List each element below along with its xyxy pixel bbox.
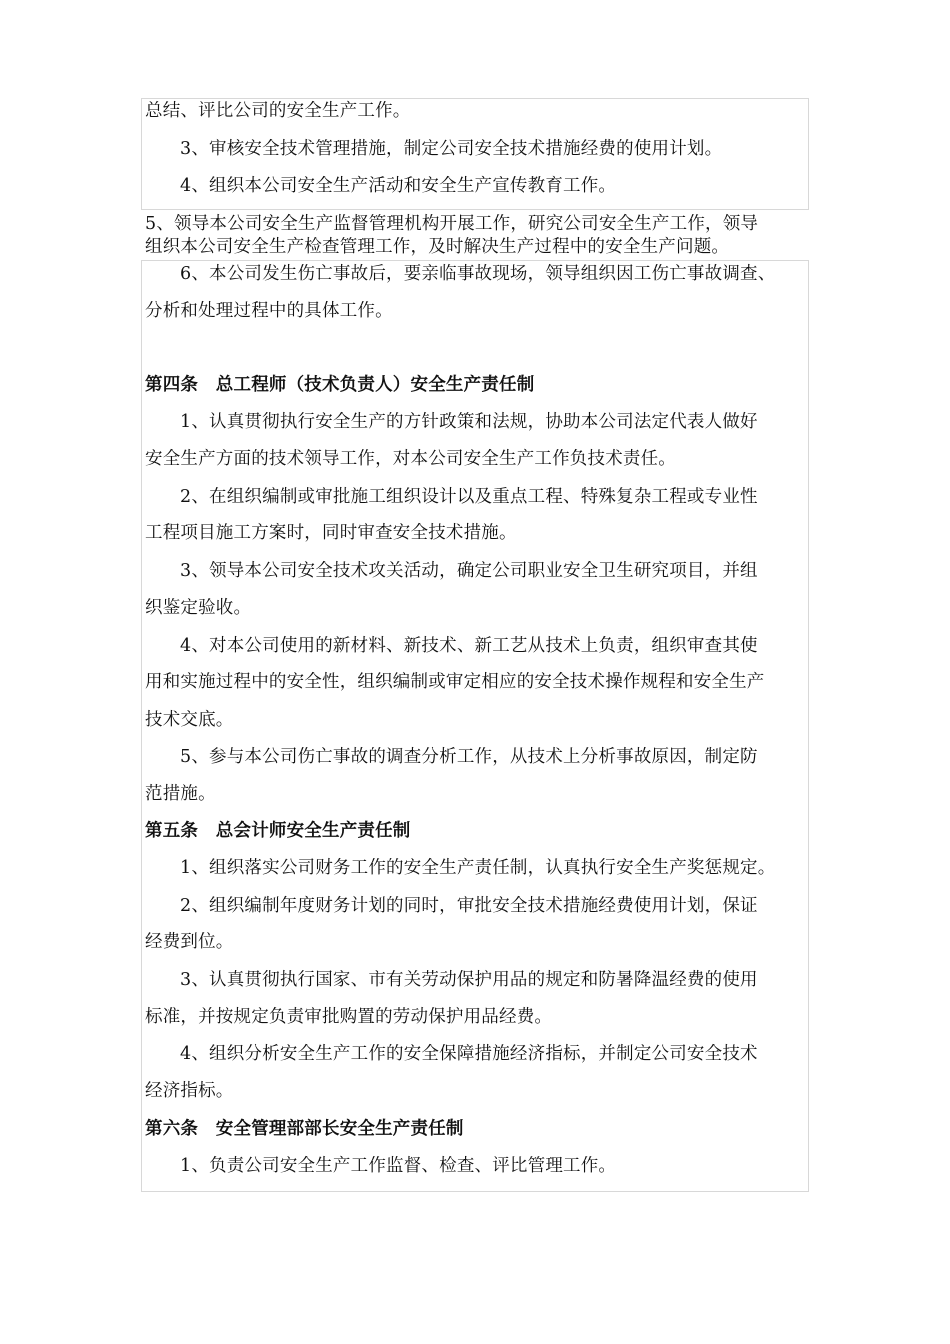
section-heading-article-5: 第五条 总会计师安全生产责任制 [145, 821, 411, 841]
paragraph-line: 经济指标。 [145, 1081, 234, 1101]
paragraph-line: 1、负责公司安全生产工作监督、检查、评比管理工作。 [180, 1156, 617, 1176]
paragraph-line: 技术交底。 [145, 710, 234, 730]
paragraph-line: 工程项目施工方案时，同时审查安全技术措施。 [145, 523, 517, 543]
section-heading-article-6: 第六条 安全管理部部长安全生产责任制 [145, 1119, 464, 1139]
paragraph-line: 2、在组织编制或审批施工组织设计以及重点工程、特殊复杂工程或专业性 [180, 487, 758, 507]
paragraph-line: 1、认真贯彻执行安全生产的方针政策和法规，协助本公司法定代表人做好 [180, 412, 758, 432]
paragraph-line: 6、本公司发生伤亡事故后，要亲临事故现场，领导组织因工伤亡事故调查、 [180, 264, 776, 284]
paragraph-line: 安全生产方面的技术领导工作，对本公司安全生产工作负技术责任。 [145, 449, 676, 469]
paragraph-line: 4、组织本公司安全生产活动和安全生产宣传教育工作。 [180, 176, 617, 196]
paragraph-line: 3、领导本公司安全技术攻关活动，确定公司职业安全卫生研究项目，并组 [180, 561, 758, 581]
paragraph-line: 织鉴定验收。 [145, 598, 252, 618]
paragraph-line: 3、认真贯彻执行国家、市有关劳动保护用品的规定和防暑降温经费的使用 [180, 970, 758, 990]
paragraph-line: 5、参与本公司伤亡事故的调查分析工作，从技术上分析事故原因，制定防 [180, 747, 758, 767]
section-heading-article-4: 第四条 总工程师（技术负责人）安全生产责任制 [145, 375, 535, 395]
paragraph-line: 3、审核安全技术管理措施，制定公司安全技术措施经费的使用计划。 [180, 139, 723, 159]
paragraph-line: 用和实施过程中的安全性，组织编制或审定相应的安全技术操作规程和安全生产 [145, 672, 765, 692]
paragraph-line: 经费到位。 [145, 932, 234, 952]
paragraph-line: 总结、评比公司的安全生产工作。 [145, 101, 411, 121]
paragraph-line: 标准，并按规定负责审批购置的劳动保护用品经费。 [145, 1007, 553, 1027]
paragraph-line: 2、组织编制年度财务计划的同时，审批安全技术措施经费使用计划，保证 [180, 896, 758, 916]
paragraph-line: 1、组织落实公司财务工作的安全生产责任制，认真执行安全生产奖惩规定。 [180, 858, 776, 878]
paragraph-line: 范措施。 [145, 784, 216, 804]
paragraph-line: 4、对本公司使用的新材料、新技术、新工艺从技术上负责，组织审查其使 [180, 636, 758, 656]
paragraph-line: 组织本公司安全生产检查管理工作，及时解决生产过程中的安全生产问题。 [145, 237, 730, 257]
paragraph-line: 分析和处理过程中的具体工作。 [145, 301, 393, 321]
paragraph-line: 5、领导本公司安全生产监督管理机构开展工作，研究公司安全生产工作，领导 [145, 214, 759, 234]
paragraph-line: 4、组织分析安全生产工作的安全保障措施经济指标，并制定公司安全技术 [180, 1044, 758, 1064]
